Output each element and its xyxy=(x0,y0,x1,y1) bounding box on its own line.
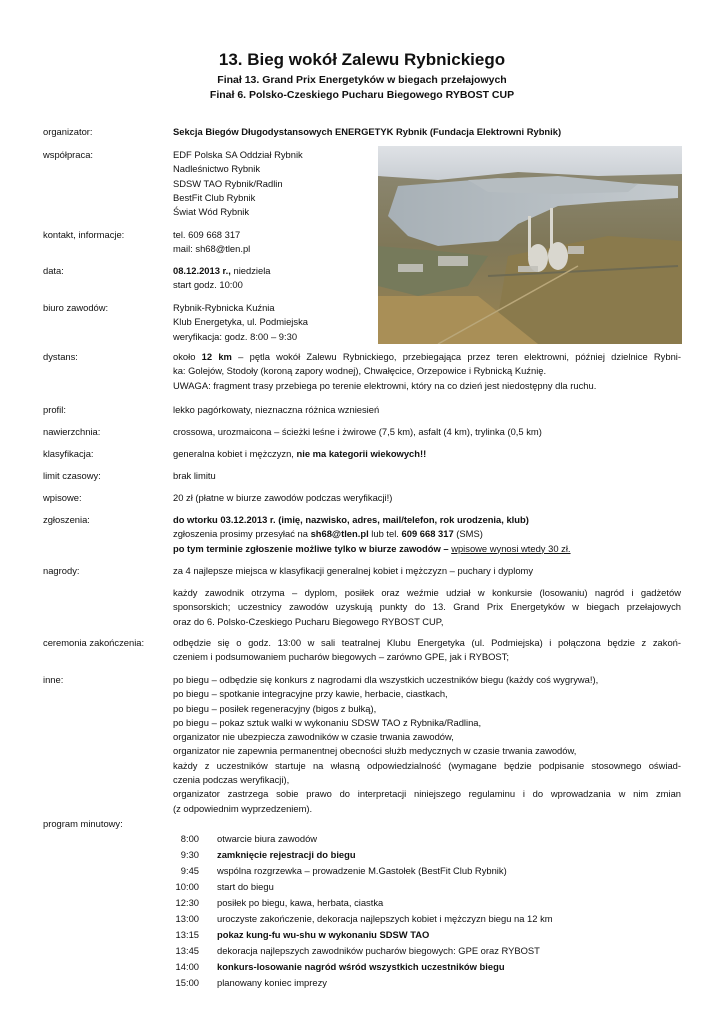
office-line: Klub Energetyka, ul. Podmiejska xyxy=(173,316,308,328)
surface-value: crossowa, urozmaicona – ścieżki leśne i żwirowe (7,5 km), asfalt (4 km), trylinka (0,5 km) xyxy=(173,426,542,437)
program-time: 13:15 xyxy=(175,929,199,940)
date-day: niedziela xyxy=(230,265,271,276)
program-row xyxy=(173,895,553,911)
label-profile: profil: xyxy=(43,404,66,415)
profile-value: lekko pagórkowaty, nieznaczna różnica wzniesień xyxy=(173,404,380,415)
label-cooperation: współpraca: xyxy=(43,149,94,160)
other-item: organizator nie zapewnia permanentnej obecności służb medycznych w czasie trwania zawodów, xyxy=(173,745,577,757)
program-time: 15:00 xyxy=(175,977,199,988)
label-fee: wpisowe: xyxy=(43,492,82,503)
cooperation-list xyxy=(173,148,393,219)
program-time: 10:00 xyxy=(175,881,199,892)
label-classification: klasyfikacja: xyxy=(43,448,94,459)
label-office: biuro zawodów: xyxy=(43,302,109,313)
program-row xyxy=(173,911,553,927)
program-row xyxy=(173,863,553,879)
program-desc: wspólna rozgrzewka – prowadzenie M.Gastołek (BestFit Club Rybnik) xyxy=(217,865,507,876)
office-line: Rybnik-Rybnicka Kuźnia xyxy=(173,302,275,313)
other-item: organizator zastrzega sobie prawo do interpretacji niniejszego regulaminu i do wprowadzania w nim zmian xyxy=(173,788,681,800)
distance-warning: UWAGA: fragment trasy przebiega po terenie elektrowni, który na co dzień jest niedostępny dla ruchu. xyxy=(173,379,597,391)
label-registration: zgłoszenia: xyxy=(43,514,90,525)
program-desc: start do biegu xyxy=(217,881,274,892)
label-distance: dystans: xyxy=(43,351,78,362)
cooperation-item: BestFit Club Rybnik xyxy=(173,191,256,203)
other-item: każdy z uczestników startuje na własną odpowiedzialność (wymagane będzie podpisanie stosownego oświad- xyxy=(173,759,681,771)
page-title: 13. Bieg wokół Zalewu Rybnickiego xyxy=(218,50,506,69)
other-item: organizator nie ubezpiecza zawodników w czasie trwania zawodów, xyxy=(173,731,454,743)
label-prizes: nagrody: xyxy=(43,565,80,576)
office-line: weryfikacja: godz. 8:00 – 9:30 xyxy=(173,330,298,342)
program-schedule xyxy=(173,831,553,991)
label-organizer: organizator: xyxy=(43,126,93,137)
prizes-paragraph2: każdy zawodnik otrzyma – dyplom, posiłek oraz weźmie udział w konkursie (losowaniu) nagród i gadżetów sponsorskich; uczestnicy zawodów uzyskują punkty do 13. Grand Prix Energetyków w biegach przełajowych oraz do 6. Polsko-Czeskiego Pucharu Biegowego RYBOST CUP, xyxy=(173,587,681,627)
office-value xyxy=(173,301,393,344)
registration-value: do wtorku 03.12.2013 r. (imię, nazwisko, adres, mail/telefon, rok urodzenia, klub) zgłoszenia prosimy przesyłać na sh68@tlen.pl lub tel. 609 668 317 (SMS) po tym terminie zgłoszenie możliwe tylko w biurze zawodów – wpisowe wynosi wtedy 30 zł. xyxy=(173,514,571,554)
program-time: 13:00 xyxy=(175,913,199,924)
classification-value: generalna kobiet i mężczyzn, nie ma kategorii wiekowych!! xyxy=(173,448,427,459)
organizer-value: Sekcja Biegów Długodystansowych ENERGETYK Rybnik (Fundacja Elektrowni Rybnik) xyxy=(173,126,562,137)
program-time: 14:00 xyxy=(175,961,199,972)
aerial-photo-power-plant xyxy=(378,146,682,344)
label-ceremony: ceremonia zakończenia: xyxy=(43,637,145,648)
program-row xyxy=(173,847,553,863)
date-bold: 08.12.2013 r., xyxy=(173,265,231,276)
label-surface: nawierzchnia: xyxy=(43,426,101,437)
label-other: inne: xyxy=(43,674,64,685)
other-item: po biegu – pokaz sztuk walki w wykonaniu SDSW TAO z Rybnika/Radlina, xyxy=(173,716,482,728)
other-item: (z odpowiednim wyprzedzeniem). xyxy=(173,802,313,814)
program-desc: dekoracja najlepszych zawodników pucharów biegowych: GPE oraz RYBOST xyxy=(217,945,540,956)
subtitle-grand-prix: Finał 13. Grand Prix Energetyków w biegach przełajowych xyxy=(217,74,507,86)
cooperation-item: Nadleśnictwo Rybnik xyxy=(173,163,261,175)
cooperation-item: EDF Polska SA Oddział Rybnik xyxy=(173,149,303,160)
other-item: po biegu – posiłek regeneracyjny (bigos z bułką), xyxy=(173,702,377,714)
distance-km: 12 km xyxy=(201,351,232,362)
program-desc: konkurs-losowanie nagród wśród wszystkich uczestników biegu xyxy=(217,961,505,972)
label-program: program minutowy: xyxy=(43,818,123,829)
distance-value: około 12 km – pętla wokół Zalewu Rybnickiego, przebiegająca przez teren elektrowni, później dzielnice Rybni- ka: Golejów, Stodoły (koroną zapory wodnej), Chwałęcice, Orzepowice i Rybnicką Kuźnię. UWAGA: fragment trasy przebiega po terenie elektrowni, który na co dzień jest niedostępny dla ruchu. xyxy=(173,350,681,393)
ceremony-value: odbędzie się o godz. 13:00 w sali teatralnej Klubu Energetyka (ul. Podmiejska) i połączona będzie z zakoń- czeniem i podsumowaniem pucharów biegowych – zarówno GPE, jak i RYBOST; xyxy=(173,637,681,663)
cooperation-item: SDSW TAO Rybnik/Radlin xyxy=(173,177,283,189)
prizes-line1: za 4 najlepsze miejsca w klasyfikacji generalnej kobiet i mężczyzn – puchary i dyplomy xyxy=(173,565,534,576)
other-list xyxy=(173,673,681,816)
cooperation-item: Świat Wód Rybnik xyxy=(173,206,250,218)
contact-mail: mail: sh68@tlen.pl xyxy=(173,243,251,255)
contact-phone: tel. 609 668 317 xyxy=(173,229,241,240)
label-date: data: xyxy=(43,265,64,276)
program-time: 8:00 xyxy=(180,833,199,844)
program-row xyxy=(173,927,553,943)
registration-phone: 609 668 317 xyxy=(401,528,454,540)
program-desc: otwarcie biura zawodów xyxy=(217,833,318,844)
program-row xyxy=(173,959,553,975)
time-limit-value: brak limitu xyxy=(173,470,216,481)
subtitle-rybost-cup: Finał 6. Polsko-Czeskiego Pucharu Biegowego RYBOST CUP xyxy=(209,89,515,101)
contact-value xyxy=(173,228,393,257)
registration-mail: sh68@tlen.pl xyxy=(310,528,369,540)
fee-value: 20 zł (płatne w biurze zawodów podczas weryfikacji!) xyxy=(173,492,393,503)
program-desc: posiłek po biegu, kawa, herbata, ciastka xyxy=(217,897,384,908)
start-time: start godz. 10:00 xyxy=(173,279,243,291)
other-item: po biegu – odbędzie się konkurs z nagrodami dla wszystkich uczestników biegu (każdy coś wygrywa!), xyxy=(173,674,599,685)
program-row xyxy=(173,975,553,991)
program-time: 13:45 xyxy=(175,945,199,956)
program-row xyxy=(173,943,553,959)
other-item: po biegu – spotkanie integracyjne przy kawie, herbacie, ciastkach, xyxy=(173,688,448,700)
program-row xyxy=(173,831,553,847)
program-time: 12:30 xyxy=(175,897,199,908)
program-desc: planowany koniec imprezy xyxy=(217,977,327,988)
program-desc: pokaz kung-fu wu-shu w wykonaniu SDSW TAO xyxy=(217,929,430,940)
date-value xyxy=(173,264,393,293)
late-fee-note: wpisowe wynosi wtedy 30 zł. xyxy=(451,542,571,554)
other-item: czenia podczas weryfikacji), xyxy=(173,774,290,786)
program-row xyxy=(173,879,553,895)
label-time-limit: limit czasowy: xyxy=(43,470,101,481)
program-time: 9:30 xyxy=(180,849,199,860)
program-desc: uroczyste zakończenie, dekoracja najlepszych kobiet i mężczyzn biegu na 12 km xyxy=(217,913,553,924)
program-time: 9:45 xyxy=(180,865,199,876)
label-contact: kontakt, informacje: xyxy=(43,229,125,240)
program-desc: zamknięcie rejestracji do biegu xyxy=(217,849,356,860)
